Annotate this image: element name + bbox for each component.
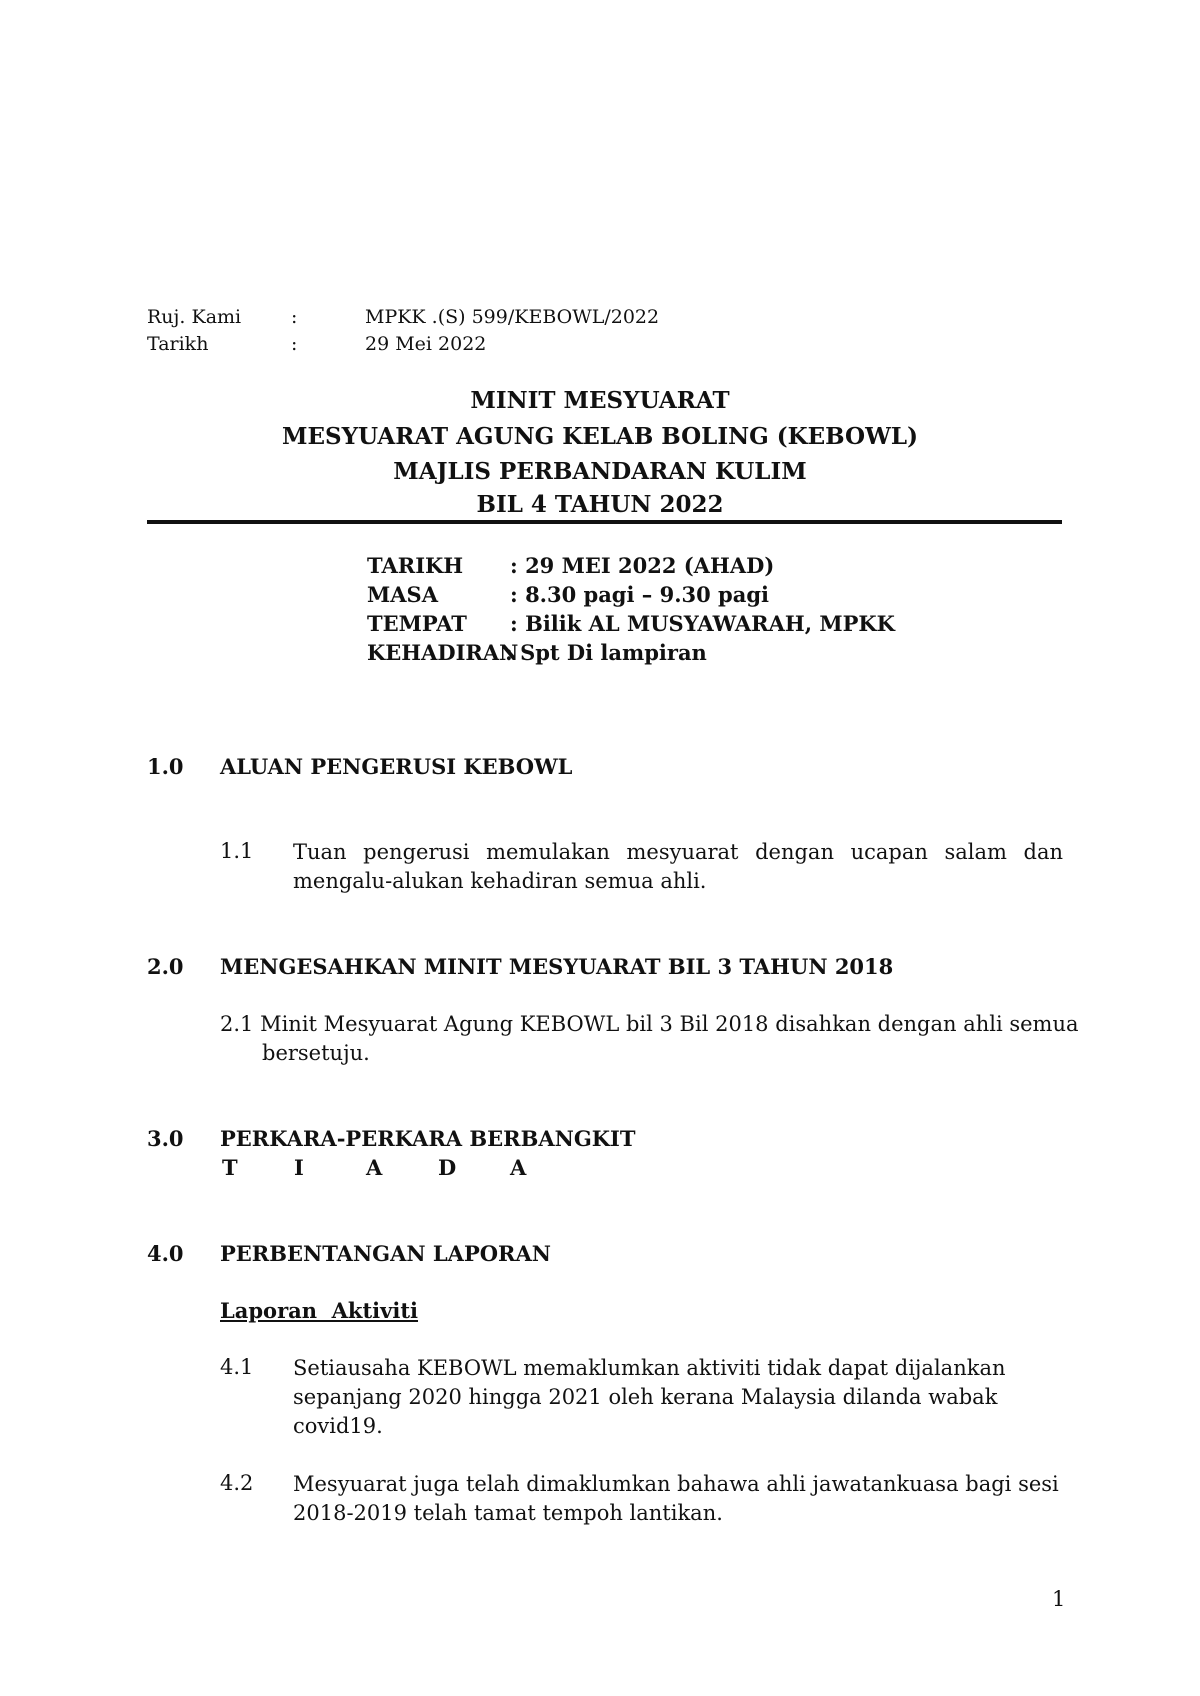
title-line-2: MESYUARAT AGUNG KELAB BOLING (KEBOWL) [282,423,918,450]
title-divider [147,520,1062,524]
title-line-3: MAJLIS PERBANDARAN KULIM [393,458,807,485]
meeting-time-label: MASA [367,582,438,607]
item-1-1-text: Tuan pengerusi memulakan mesyuarat dengan ucapan salam dan mengalu-alukan kehadiran semua ahli. [293,840,1063,893]
tiada-letter: A [510,1155,527,1180]
meeting-date-label: TARIKH [367,553,464,578]
ref-value: MPKK .(S) 599/KEBOWL/2022 [365,306,660,328]
section-2-number: 2.0 [147,954,184,979]
tiada-letter: A [366,1155,383,1180]
date-value: 29 Mei 2022 [365,333,487,355]
page-number: 1 [1052,1587,1066,1611]
meeting-attendance-label: KEHADIRAN [367,640,519,665]
meeting-attendance-value: : Spt Di lampiran [505,640,707,665]
date-colon: : [291,333,298,355]
section-4-heading: PERBENTANGAN LAPORAN [220,1241,551,1266]
meeting-date-value: : 29 MEI 2022 (AHAD) [510,553,775,578]
section-1-heading: ALUAN PENGERUSI KEBOWL [220,754,573,779]
item-2-1-line-2: bersetuju. [262,1041,370,1065]
ref-colon: : [291,306,298,328]
section-2-heading: MENGESAHKAN MINIT MESYUARAT BIL 3 TAHUN 2018 [220,954,894,979]
item-4-1-text: Setiausaha KEBOWL memaklumkan aktiviti tidak dapat dijalankan sepanjang 2020 hingga 2021 oleh kerana Malaysia dilanda wabak covid19. [293,1356,1006,1438]
tiada-letter: T [222,1155,238,1180]
date-label: Tarikh [147,333,209,355]
tiada-letter: I [294,1155,304,1180]
section-3-number: 3.0 [147,1126,184,1151]
meeting-place-value: : Bilik AL MUSYAWARAH, MPKK [510,611,895,636]
section-4-subheading: Laporan Aktiviti [220,1298,419,1323]
ref-label: Ruj. Kami [147,306,242,328]
section-3-heading: PERKARA-PERKARA BERBANGKIT [220,1126,636,1151]
item-1-1-number: 1.1 [220,839,254,863]
section-1-number: 1.0 [147,754,184,779]
item-2-1-line-1: 2.1 Minit Mesyuarat Agung KEBOWL bil 3 Bil 2018 disahkan dengan ahli semua [220,1012,1079,1036]
section-4-number: 4.0 [147,1241,184,1266]
item-4-1-number: 4.1 [220,1355,254,1379]
title-line-1: MINIT MESYUARAT [470,387,730,414]
tiada-letter: D [438,1155,457,1180]
item-4-2-number: 4.2 [220,1471,254,1495]
title-line-4: BIL 4 TAHUN 2022 [476,491,724,518]
tiada-text [222,1155,582,1180]
meeting-time-value: : 8.30 pagi – 9.30 pagi [510,582,770,607]
meeting-place-label: TEMPAT [367,611,467,636]
item-4-2-text: Mesyuarat juga telah dimaklumkan bahawa ahli jawatankuasa bagi sesi 2018-2019 telah tamat tempoh lantikan. [293,1472,1059,1525]
